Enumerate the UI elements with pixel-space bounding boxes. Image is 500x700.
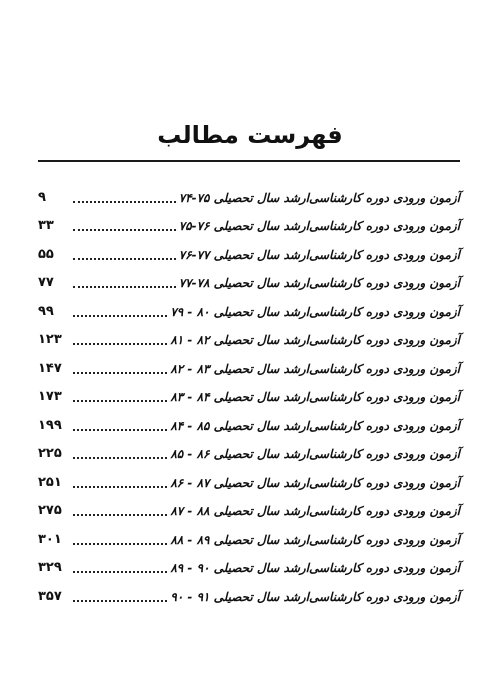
toc-entry-title: آزمون ورودی دوره کارشناسی‌ارشد سال تحصیلی ۸۷ - ۸۶ [170, 475, 460, 490]
toc-entry-page: ۲۵۱ [38, 474, 62, 490]
toc-entry-page: ۵۵ [38, 246, 54, 262]
toc-leader-dots [73, 191, 176, 203]
toc-entry-title: آزمون ورودی دوره کارشناسی‌ارشد سال تحصیلی ۸۸ - ۸۷ [170, 504, 460, 518]
toc-entry[interactable] [38, 575, 460, 604]
toc-entry-page: ۹ [38, 189, 46, 205]
toc-entry-title: آزمون ورودی دوره کارشناسی‌ارشد سال تحصیلی ۷۶-۷۵ [178, 219, 460, 233]
toc-entry-title: آزمون ورودی دوره کارشناسی‌ارشد سال تحصیلی ۸۲ - ۸۱ [170, 333, 460, 347]
toc-entry[interactable] [38, 176, 460, 205]
toc-entry-page: ۱۷۳ [38, 389, 62, 404]
toc-entry-title: آزمون ورودی دوره کارشناسی‌ارشد سال تحصیلی ۹۰ - ۸۹ [170, 561, 460, 575]
toc-leader-dots [73, 447, 167, 459]
toc-entry-page: ۳۳ [38, 218, 54, 233]
toc-entry-title: آزمون ورودی دوره کارشناسی‌ارشد سال تحصیلی ۸۳ - ۸۲ [170, 361, 460, 376]
toc-entry[interactable] [38, 233, 460, 262]
toc-leader-dots [73, 561, 167, 573]
toc-leader-dots [73, 219, 176, 231]
toc-entry-page: ۲۷۵ [38, 503, 62, 518]
toc-entry[interactable] [38, 376, 460, 405]
toc-leader-dots [73, 419, 167, 431]
toc-entry[interactable] [38, 404, 460, 433]
toc-entry-page: ۱۲۳ [38, 332, 62, 347]
toc-entry-title: آزمون ورودی دوره کارشناسی‌ارشد سال تحصیلی ۷۵-۷۴ [178, 190, 460, 205]
toc-entry[interactable] [38, 290, 460, 319]
toc-entry-page: ۹۹ [38, 303, 54, 319]
toc-entry-title: آزمون ورودی دوره کارشناسی‌ارشد سال تحصیلی ۸۶ - ۸۵ [170, 447, 460, 461]
toc-entry[interactable] [38, 262, 460, 291]
toc-entry-title: آزمون ورودی دوره کارشناسی‌ارشد سال تحصیلی ۸۹ - ۸۸ [170, 532, 460, 547]
toc-entry[interactable] [38, 433, 460, 462]
toc-entry-page: ۱۹۹ [38, 417, 62, 433]
toc-entry-page: ۷۷ [38, 275, 54, 290]
toc-entry-title: آزمون ورودی دوره کارشناسی‌ارشد سال تحصیلی ۸۵ - ۸۴ [170, 418, 460, 433]
toc-leader-dots [73, 390, 167, 402]
toc-entry-page: ۲۲۵ [38, 446, 62, 461]
toc-entry-page: ۳۲۹ [38, 560, 62, 575]
page-title: فهرست مطالب [157, 121, 343, 149]
toc-leader-dots [73, 504, 167, 516]
toc-entry-title: آزمون ورودی دوره کارشناسی‌ارشد سال تحصیلی ۸۴ - ۸۳ [170, 390, 460, 404]
toc-leader-dots [73, 476, 167, 488]
toc-entry-title: آزمون ورودی دوره کارشناسی‌ارشد سال تحصیلی ۷۷-۷۶ [178, 247, 460, 262]
toc-entry[interactable] [38, 547, 460, 576]
toc-entry[interactable] [38, 347, 460, 376]
toc-entry-page: ۱۴۷ [38, 360, 62, 376]
toc-entry[interactable] [38, 205, 460, 234]
toc-entry-page: ۳۰۱ [38, 531, 62, 547]
toc-leader-dots [73, 590, 167, 602]
toc-leader-dots [73, 362, 167, 374]
toc-entry[interactable] [38, 518, 460, 547]
toc-entry[interactable] [38, 461, 460, 490]
toc-leader-dots [73, 276, 176, 288]
toc-entry-title: آزمون ورودی دوره کارشناسی‌ارشد سال تحصیلی ۸۰ - ۷۹ [170, 304, 460, 319]
table-of-contents [38, 176, 460, 604]
toc-leader-dots [73, 305, 167, 317]
toc-leader-dots [73, 248, 176, 260]
title-divider [38, 160, 460, 162]
toc-entry-title: آزمون ورودی دوره کارشناسی‌ارشد سال تحصیلی ۷۸-۷۷ [178, 276, 460, 290]
toc-entry[interactable] [38, 490, 460, 519]
toc-leader-dots [73, 533, 167, 545]
toc-leader-dots [73, 333, 167, 345]
toc-entry[interactable] [38, 319, 460, 348]
toc-entry-page: ۳۵۷ [38, 588, 62, 604]
toc-entry-title: آزمون ورودی دوره کارشناسی‌ارشد سال تحصیلی ۹۱ - ۹۰ [170, 589, 460, 604]
